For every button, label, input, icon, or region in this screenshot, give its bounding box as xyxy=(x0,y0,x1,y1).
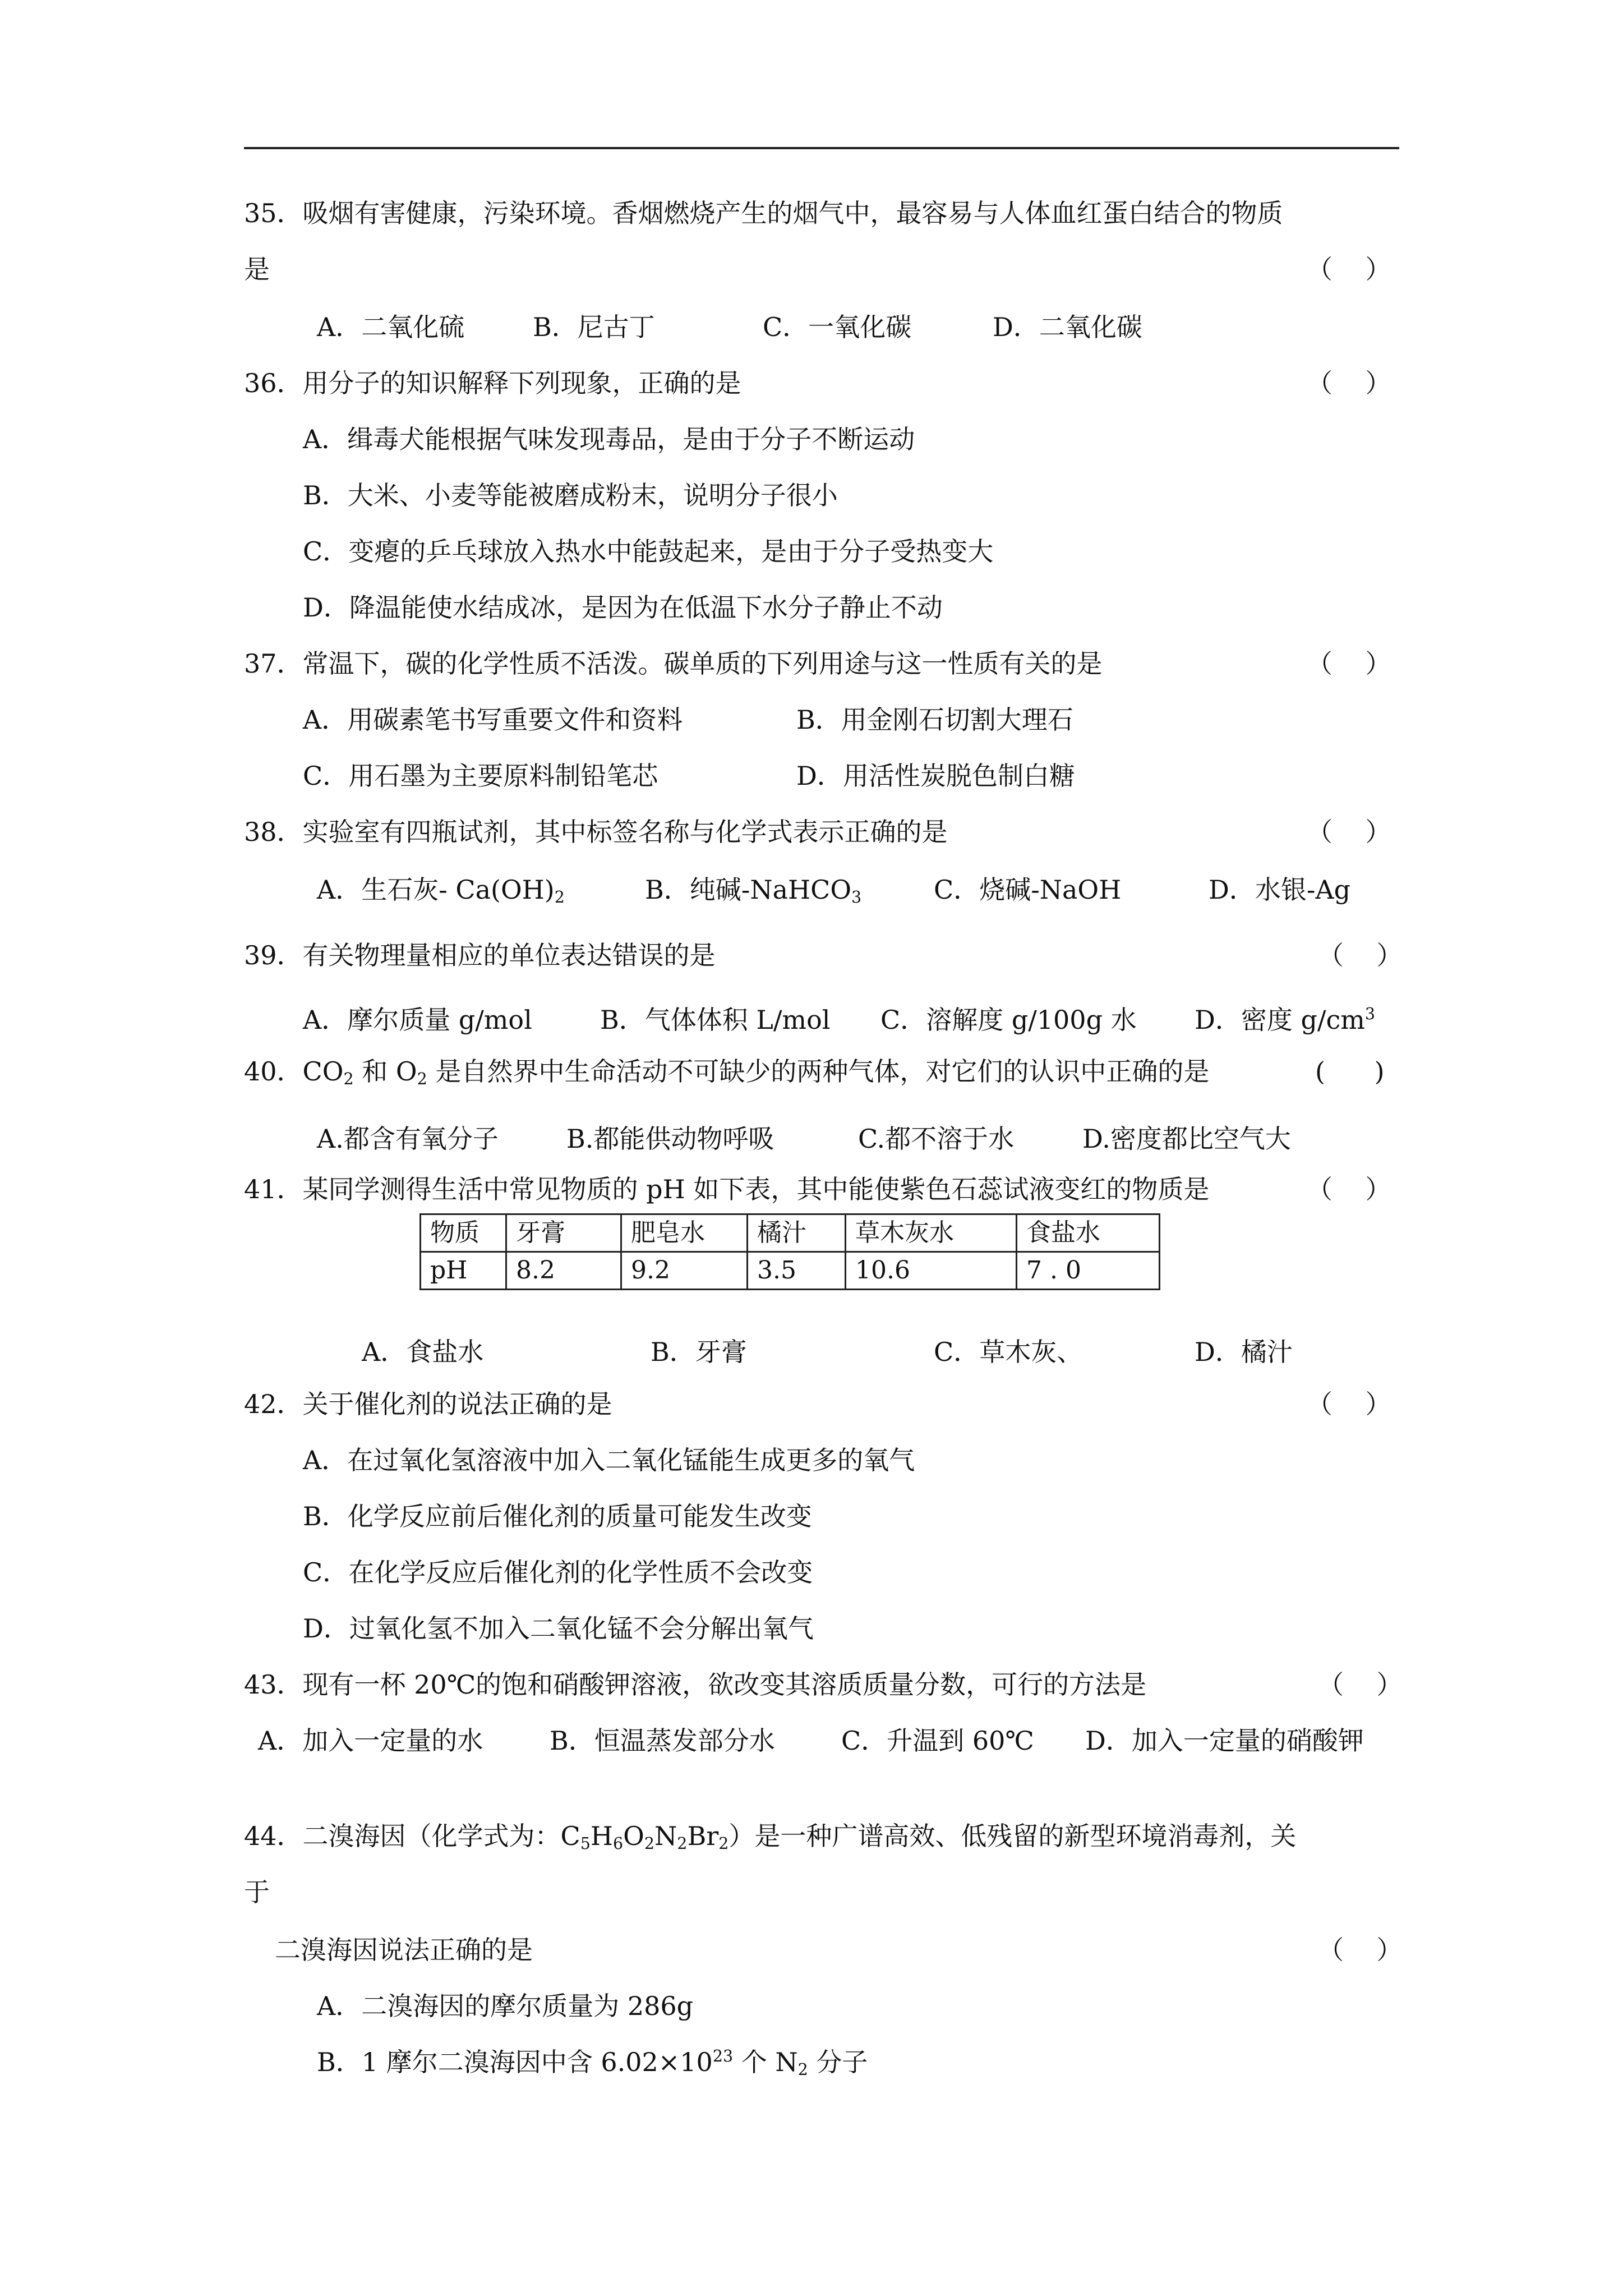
q38-option-a-subscript: 2 xyxy=(554,888,565,907)
ph-table xyxy=(419,1213,1160,1290)
q44-stem-line3: 二溴海因说法正确的是 xyxy=(275,1935,533,1965)
table-cell: 3.5 xyxy=(748,1252,846,1290)
q37-option-a: A．用碳素笔书写重要文件和资料 xyxy=(303,705,683,735)
q35-option-a: A．二氧化硫 xyxy=(317,312,465,342)
q44-option-b-exponent: 23 xyxy=(712,2046,734,2065)
q44-stem-line1 xyxy=(244,1819,1296,1853)
q35-option-c: C．一氧化碳 xyxy=(763,312,912,342)
table-cell: 10.6 xyxy=(846,1252,1017,1290)
q40-answer-blank: ( ) xyxy=(1315,1056,1385,1087)
q39-option-c: C．溶解度 g/100g 水 xyxy=(880,1005,1137,1035)
q43-stem: 43．现有一杯 20℃的饱和硝酸钾溶液，欲改变其溶质质量分数，可行的方法是 xyxy=(244,1669,1147,1700)
q42-option-d: D．过氧化氢不加入二氧化锰不会分解出氧气 xyxy=(303,1613,814,1644)
q39-answer-blank: （ ） xyxy=(1318,940,1403,970)
q44-option-b-part1: B．1 摩尔二溴海因中含 6.02×10 xyxy=(317,2047,713,2077)
q44-formula-sub-h: 6 xyxy=(613,1834,624,1853)
q36-answer-blank: （ ） xyxy=(1307,368,1391,398)
q38-option-a-text: A．生石灰- Ca(OH) xyxy=(317,875,555,905)
ph-table-value-row xyxy=(421,1252,1160,1290)
q41-option-a: A．食盐水 xyxy=(362,1337,484,1367)
q39-stem: 39．有关物理量相应的单位表达错误的是 xyxy=(244,940,716,970)
q38-option-b xyxy=(645,873,861,907)
q37-answer-blank: （ ） xyxy=(1307,648,1391,679)
q40-stem-sub2: 2 xyxy=(417,1070,427,1089)
q44-formula-sub-n: 2 xyxy=(677,1834,688,1853)
q44-formula-n: N xyxy=(654,1821,677,1851)
q40-option-a: A.都含有氧分子 xyxy=(317,1124,499,1154)
q44-formula-sub-br: 2 xyxy=(718,1834,729,1853)
q38-option-b-text: B．纯碱-NaHCO xyxy=(645,875,852,905)
q44-formula-sub-o: 2 xyxy=(644,1834,655,1853)
q43-option-c: C．升温到 60℃ xyxy=(841,1726,1034,1756)
q41-option-c: C．草木灰、 xyxy=(934,1337,1083,1367)
q41-stem: 41．某同学测得生活中常见物质的 pH 如下表，其中能使紫色石蕊试液变红的物质是 xyxy=(244,1174,1210,1204)
q43-option-d: D．加入一定量的硝酸钾 xyxy=(1085,1726,1364,1756)
q43-answer-blank: （ ） xyxy=(1318,1669,1403,1700)
q41-option-d: D．橘汁 xyxy=(1195,1337,1293,1367)
table-cell: 9.2 xyxy=(621,1252,748,1290)
q38-stem: 38．实验室有四瓶试剂，其中标签名称与化学式表示正确的是 xyxy=(244,817,948,847)
q40-stem-sub1: 2 xyxy=(343,1070,354,1089)
q39-option-d-text: D．密度 g/cm xyxy=(1195,1005,1365,1035)
q39-option-b: B．气体体积 L/mol xyxy=(600,1005,831,1035)
q44-formula-sub-c: 5 xyxy=(580,1834,591,1853)
q37-stem: 37．常温下，碳的化学性质不活泼。碳单质的下列用途与这一性质有关的是 xyxy=(244,648,1103,679)
q37-option-d: D．用活性炭脱色制白糖 xyxy=(796,761,1075,791)
q44-option-b-part2: 个 N xyxy=(733,2047,798,2077)
q36-option-d: D．降温能使水结成冰，是因为在低温下水分子静止不动 xyxy=(303,592,943,623)
q39-option-d xyxy=(1195,1003,1375,1037)
q42-option-b: B．化学反应前后催化剂的质量可能发生改变 xyxy=(303,1501,812,1531)
q44-formula-o: O xyxy=(623,1821,644,1851)
q35-stem-line2: 是 xyxy=(244,254,270,284)
table-cell: pH xyxy=(421,1252,506,1290)
q36-option-b: B．大米、小麦等能被磨成粉末，说明分子很小 xyxy=(303,480,838,510)
q42-stem: 42．关于催化剂的说法正确的是 xyxy=(244,1389,612,1419)
q39-option-d-superscript: 3 xyxy=(1364,1004,1375,1023)
q44-option-b xyxy=(317,2045,868,2079)
q44-answer-blank: （ ） xyxy=(1318,1935,1403,1965)
q38-option-a xyxy=(317,873,565,907)
q38-option-c: C．烧碱-NaOH xyxy=(934,875,1122,905)
table-cell: 草木灰水 xyxy=(846,1214,1017,1252)
q44-stem-part1: 44．二溴海因（化学式为：C xyxy=(244,1821,580,1851)
table-cell: 橘汁 xyxy=(748,1214,846,1252)
q35-stem-line1: 35．吸烟有害健康，污染环境。香烟燃烧产生的烟气中，最容易与人体血红蛋白结合的物质 xyxy=(244,198,1283,228)
q40-stem-part2: 和 O xyxy=(353,1056,417,1087)
q38-answer-blank: （ ） xyxy=(1307,817,1391,847)
q43-option-a: A．加入一定量的水 xyxy=(258,1726,483,1756)
q36-option-c: C．变瘪的乒乓球放入热水中能鼓起来，是由于分子受热变大 xyxy=(303,536,994,567)
q40-stem xyxy=(244,1055,1209,1088)
q40-option-c: C.都不溶于水 xyxy=(858,1124,1015,1154)
q44-option-b-part3: 分子 xyxy=(808,2047,868,2077)
q42-option-c: C．在化学反应后催化剂的化学性质不会改变 xyxy=(303,1557,813,1588)
q35-answer-blank: （ ） xyxy=(1307,254,1391,284)
q44-option-a: A．二溴海因的摩尔质量为 286g xyxy=(317,1991,694,2021)
q36-stem: 36．用分子的知识解释下列现象，正确的是 xyxy=(244,368,741,398)
q39-option-a: A．摩尔质量 g/mol xyxy=(303,1005,532,1035)
q40-option-b: B.都能供动物呼吸 xyxy=(566,1124,774,1154)
q41-answer-blank: （ ） xyxy=(1307,1174,1391,1204)
q40-stem-part3: 是自然界中生命活动不可缺少的两种气体，对它们的认识中正确的是 xyxy=(427,1056,1210,1087)
q44-formula-h: H xyxy=(590,1821,614,1851)
q38-option-b-subscript: 3 xyxy=(851,888,862,907)
q44-option-b-subscript: 2 xyxy=(797,2060,808,2079)
q40-option-d: D.密度都比空气大 xyxy=(1082,1124,1291,1154)
q37-option-c: C．用石墨为主要原料制铅笔芯 xyxy=(303,761,658,791)
q43-option-b: B．恒温蒸发部分水 xyxy=(550,1726,775,1756)
q42-answer-blank: （ ） xyxy=(1307,1389,1391,1419)
q37-option-b: B．用金刚石切割大理石 xyxy=(796,705,1073,735)
q36-option-a: A．缉毒犬能根据气味发现毒品，是由于分子不断运动 xyxy=(303,424,915,454)
q44-stem-line2: 于 xyxy=(244,1877,270,1907)
q44-stem-part2: ）是一种广谱高效、低残留的新型环境消毒剂，关 xyxy=(728,1821,1297,1851)
q38-option-d: D．水银-Ag xyxy=(1209,875,1351,905)
table-cell: 7 . 0 xyxy=(1017,1252,1160,1290)
table-cell: 8.2 xyxy=(506,1252,621,1290)
table-cell: 食盐水 xyxy=(1017,1214,1160,1252)
ph-table-header-row xyxy=(421,1214,1160,1252)
q35-option-b: B．尼古丁 xyxy=(533,312,655,342)
table-cell: 肥皂水 xyxy=(621,1214,748,1252)
header-rule xyxy=(244,147,1399,149)
q44-formula-br: Br xyxy=(687,1821,719,1851)
table-cell: 牙膏 xyxy=(506,1214,621,1252)
q42-option-a: A．在过氧化氢溶液中加入二氧化锰能生成更多的氧气 xyxy=(303,1445,915,1475)
table-cell: 物质 xyxy=(421,1214,506,1252)
q40-stem-part1: 40．CO xyxy=(244,1056,344,1087)
q41-option-b: B．牙膏 xyxy=(651,1337,747,1367)
q35-option-d: D．二氧化碳 xyxy=(993,312,1142,342)
